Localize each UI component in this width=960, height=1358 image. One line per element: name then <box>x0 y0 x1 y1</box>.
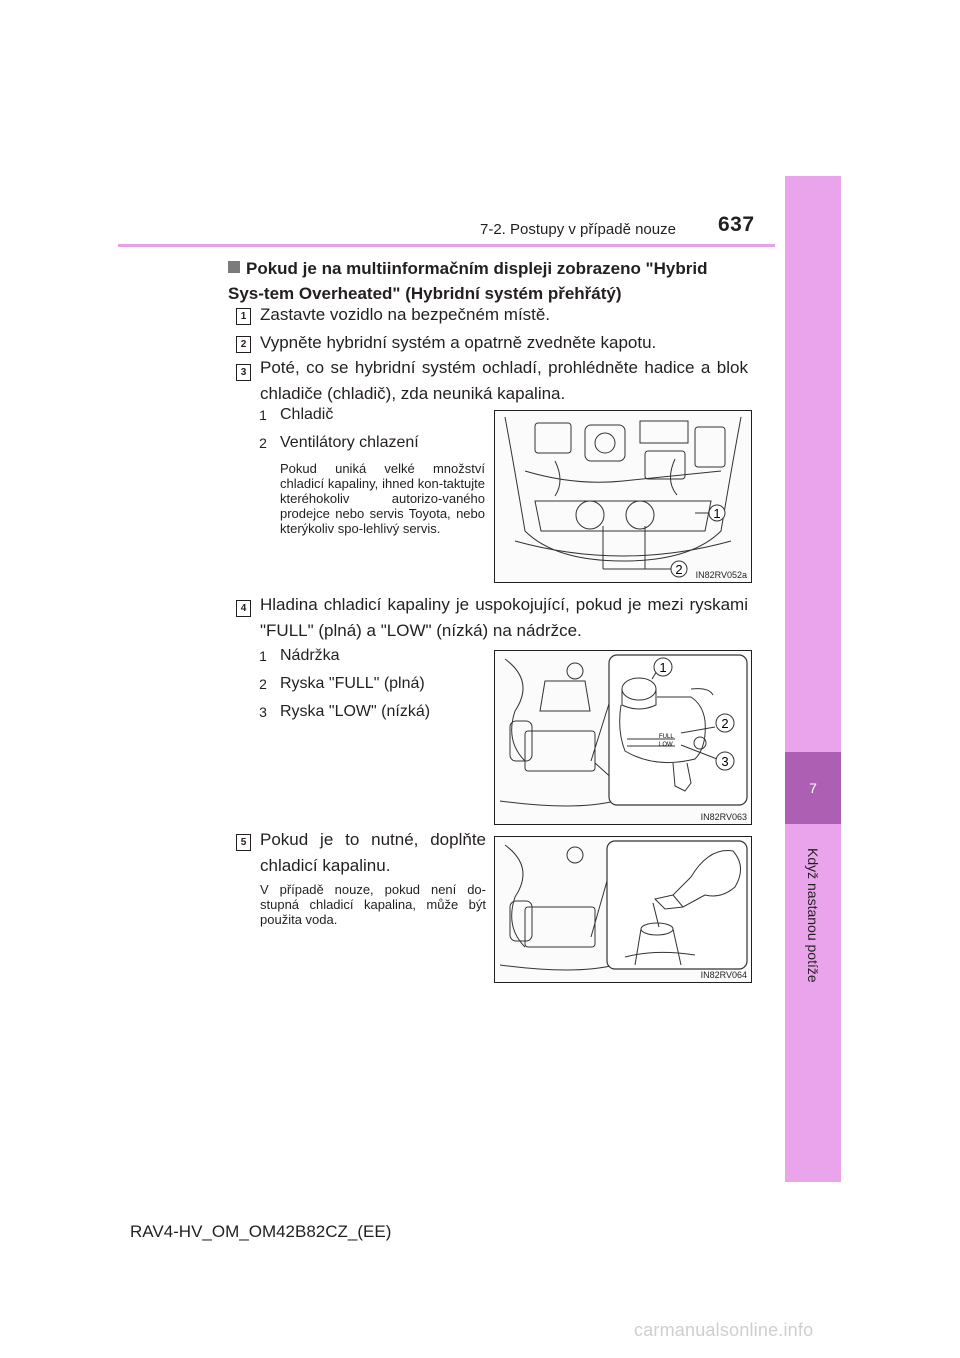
low-mark-label: LOW <box>659 742 673 748</box>
callout-2 <box>716 714 734 732</box>
item-number: 2 <box>259 676 267 692</box>
figure-code: IN82RV063 <box>700 812 747 822</box>
callout-1 <box>709 505 725 521</box>
radiator-illustration <box>495 411 751 582</box>
header-divider <box>118 244 775 247</box>
chapter-number-tab[interactable] <box>785 752 841 824</box>
emergency-note: V případě nouze, pokud není do-stupná chladicí kapalina, může být použita voda. <box>260 882 486 927</box>
chapter-title-tab <box>770 840 856 990</box>
section-heading-text: Pokud je na multiinformačním displeji zobrazeno "Hybrid Sys-tem Overheated" (Hybridní systém přehřátý) <box>228 259 708 303</box>
item-label: Chladič <box>280 406 334 423</box>
item-number: 1 <box>259 407 267 423</box>
figure-code: IN82RV064 <box>700 970 747 980</box>
step-text: Pokud je to nutné, doplňte chladicí kapalinu. <box>260 830 486 875</box>
item-number: 3 <box>259 704 267 720</box>
document-code-footer: RAV4-HV_OM_OM42B82CZ_(EE) <box>130 1222 392 1241</box>
reservoir-figure <box>494 650 752 825</box>
item-label: Ryska "FULL" (plná) <box>280 675 425 692</box>
radiator-figure <box>494 410 752 583</box>
warning-note: Pokud uniká velké množství chladicí kapaliny, ihned kon-taktujte kteréhokoliv autorizo-vaného prodejce nebo servis Toyota, nebo kterýkoliv spo-lehlivý servis. <box>280 461 485 536</box>
callout-label: 2 <box>675 562 683 577</box>
callout-label: 2 <box>721 716 729 731</box>
callout-label: 1 <box>659 660 667 675</box>
section-heading <box>228 256 748 306</box>
callout-3 <box>716 752 734 770</box>
square-bullet-icon <box>228 261 240 273</box>
full-mark-label: FULL <box>659 734 674 740</box>
item-label: Ryska "LOW" (nízká) <box>280 703 431 720</box>
callout-1 <box>654 658 672 676</box>
step-number-box: 2 <box>236 336 251 353</box>
reservoir-illustration <box>495 651 751 824</box>
watermark: carmanualsonline.info <box>634 1320 814 1340</box>
step-number-box: 1 <box>236 308 251 325</box>
page-number: 637 <box>718 213 755 236</box>
chapter-number: 7 <box>809 780 817 796</box>
zoom-inset <box>607 841 747 969</box>
step-number-box: 4 <box>236 600 251 617</box>
step-number-box: 3 <box>236 364 251 381</box>
figure-code: IN82RV052a <box>695 570 747 580</box>
item-label: Nádržka <box>280 647 340 664</box>
item-number: 1 <box>259 648 267 664</box>
step-text: Hladina chladicí kapaliny je uspokojující, pokud je mezi ryskami "FULL" (plná) a "LOW" (nízká) na nádržce. <box>260 595 748 640</box>
callout-label: 1 <box>713 506 721 521</box>
refill-illustration <box>495 837 751 982</box>
chapter-tab <box>785 176 841 1182</box>
section-title: 7-2. Postupy v případě nouze <box>480 221 676 238</box>
item-label: Ventilátory chlazení <box>280 434 419 451</box>
step-text: Vypněte hybridní systém a opatrně zvedněte kapotu. <box>260 333 657 352</box>
refill-figure <box>494 836 752 983</box>
step-text: Poté, co se hybridní systém ochladí, prohlédněte hadice a blok chladiče (chladič), zda neuniká kapalina. <box>260 358 748 403</box>
step-text: Zastavte vozidlo na bezpečném místě. <box>260 305 551 324</box>
step-number-box: 5 <box>236 834 251 851</box>
callout-2 <box>671 561 687 577</box>
callout-label: 3 <box>721 754 729 769</box>
item-number: 2 <box>259 435 267 451</box>
chapter-title: Když nastanou potíže <box>805 847 821 983</box>
